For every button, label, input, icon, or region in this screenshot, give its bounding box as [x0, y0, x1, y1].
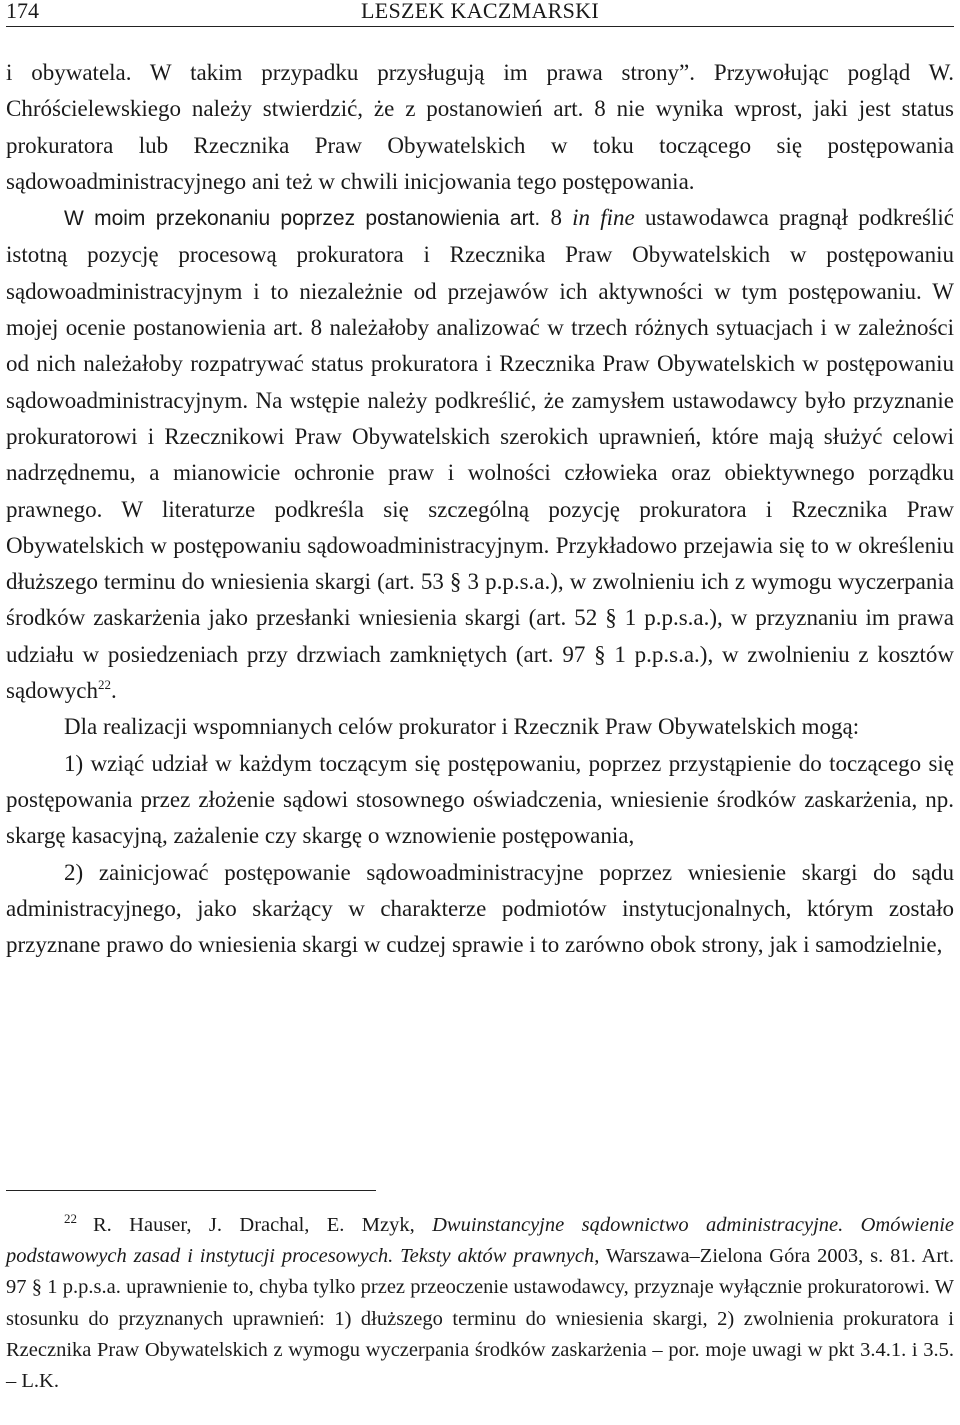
footnote-ref[interactable]: 22 — [97, 677, 111, 693]
footnote-text: , Warszawa–Zielona Góra 2003, s. 81. Art. 97 § 1 p.p.s.a. uprawnienie to, chyba tylko przez przeoczenie ustawodawcy, przyznaje wyłącznie prokuratorowi. W stosunku do przyznanych uprawnień: 1) dłuższego terminu do wniesienia skargi, 2) zwolnienia prokuratora i Rzecznika Praw Obywatelskich z wymogu wyczerpania środków zaskarżenia – por. moje uwagi w pkt 3.4.1. i 3.5. – L.K. — [6, 1245, 954, 1393]
main-text — [6, 55, 954, 963]
paragraph-2-end: . — [110, 678, 117, 704]
paragraph-3: Dla realizacji wspomnianych celów prokurator i Rzecznik Praw Obywatelskich mogą: — [64, 714, 860, 740]
paragraph-2 — [6, 200, 954, 709]
page-number: 174 — [6, 0, 39, 23]
footnote-title: Dwuinstancyjne sądownictwo administracyjne. Omówienie podstawowych zasad i instytucji procesowych. Teksty aktów prawnych — [6, 1214, 954, 1268]
paragraph-2-artnum: 8 — [540, 205, 573, 231]
list-item-1: 1) wziąć udział w każdym toczącym się postępowaniu, poprzez przystąpienie do toczącego się postępowania przez złożenie sądowi stosownego oświadczenia, wniesienie środków zaskarżenia, np. skargę kasacyjną, zażalenie czy skargę o wznowienie postępowania, — [6, 750, 954, 849]
footnote-authors: R. Hauser, J. Drachal, E. Mzyk, — [93, 1214, 433, 1236]
footnote — [6, 1210, 954, 1397]
footnote-divider — [6, 1190, 376, 1191]
paragraph-2-body: ustawodawca pragnął podkreślić istotną pozycję procesową prokuratora i Rzecznika Praw Obywatelskich w postępowaniu sądowoadministracyjnym i to niezależnie od przejawów ich aktywności w tym postępowaniu. W mojej ocenie postanowienia art. 8 należałoby analizować w trzech różnych sytuacjach i w zależności od nich należałoby rozpatrywać status prokuratora i Rzecznika Praw Obywatelskich w postępowaniu sądowoadministracyjnym. Na wstępie należy podkreślić, że zamysłem ustawodawcy było przyznanie prokuratorowi i Rzecznikowi Praw Obywatelskich szerokich uprawnień, które mają służyć celowi nadrzędnemu, a mianowicie ochronie praw i wolności człowieka oraz obiektywnego porządku prawnego. W literaturze podkreśla się szczególną pozycję prokuratora i Rzecznika Praw Obywatelskich w postępowaniu sądowoadministracyjnym. Przykładowo przejawia się to w określeniu dłuższego terminu do wniesienia skargi (art. 53 § 3 p.p.s.a.), w zwolnieniu ich z wymogu wyczerpania środków zaskarżenia jako przesłanki wniesienia skargi (art. 52 § 1 p.p.s.a.), w przyznaniu im prawa udziału w posiedzeniach przy drzwiach zamkniętych (art. 97 § 1 p.p.s.a.), w zwolnieniu z kosztów sądowych — [6, 205, 954, 704]
paragraph-2-lead: W moim przekonaniu poprzez postanowienia art. — [64, 207, 541, 231]
footnote-lead — [6, 1214, 64, 1236]
page-header — [6, 0, 954, 27]
running-head: LESZEK KACZMARSKI — [361, 0, 599, 23]
list-item-2: 2) zainicjować postępowanie sądowoadministracyjne poprzez wniesienie skargi do sądu administracyjnego, jako skarżący w charakterze podmiotów instytucjonalnych, którym zostało przyznane prawo do wniesienia skargi w cudzej sprawie i to zarówno obok strony, jak i samodzielnie, — [6, 859, 954, 958]
paragraph-1: i obywatela. W takim przypadku przysługują im prawa strony”. Przywołując pogląd W. Chróścielewskiego należy stwierdzić, że z postanowień art. 8 nie wynika wprost, jaki jest status prokuratora lub Rzecznika Praw Obywatelskich w toku toczącego się postępowania sądowoadministracyjnego ani też w chwili inicjowania tego postępowania. — [6, 60, 954, 194]
footnote-number: 22 — [64, 1211, 77, 1226]
paragraph-2-italic: in fine — [572, 205, 635, 231]
